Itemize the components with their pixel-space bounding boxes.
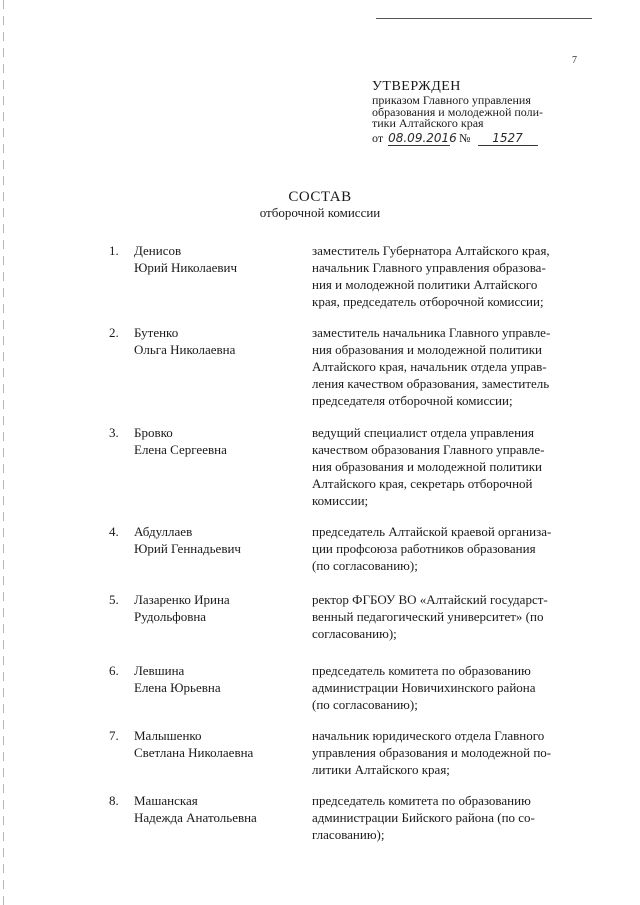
member-role-line: ректор ФГБОУ ВО «Алтайский государст-: [312, 592, 548, 607]
approval-line: приказом Главного управления: [372, 93, 531, 107]
member-name: [134, 792, 284, 826]
member-name-line: Бутенко: [134, 325, 179, 340]
member-role-line: гласованию);: [312, 827, 385, 842]
handwritten-order-number: 1527: [478, 131, 538, 146]
member-role-line: ния образования и молодежной политики: [312, 459, 543, 474]
approval-line: тики Алтайского края: [372, 116, 484, 130]
member-number: 4.: [109, 524, 119, 539]
member-role-line: (по согласованию);: [312, 558, 418, 573]
document-subtitle: отборочной комиссии: [259, 205, 381, 220]
page-number: 7: [572, 55, 577, 66]
member-role: [312, 792, 574, 843]
member-name: [134, 324, 284, 358]
member-number: 2.: [109, 325, 119, 340]
member-role: [312, 591, 574, 642]
date-prefix: от: [372, 130, 384, 145]
member-name-line: Ольга Николаевна: [134, 342, 236, 357]
member-role-line: управления образования и молодежной по-: [312, 745, 552, 760]
member-role-line: (по согласованию);: [312, 697, 418, 712]
approval-block: [372, 79, 572, 146]
member-role-line: председатель Алтайской краевой организа-: [312, 524, 552, 539]
member-name: [134, 242, 284, 276]
scan-edge-line: [3, 0, 4, 905]
member-role: [312, 324, 574, 409]
member-role-line: начальник юридического отдела Главного: [312, 728, 545, 743]
member-role-line: Алтайского края, секретарь отборочной: [312, 476, 533, 491]
member-role-line: венный педагогический университет» (по: [312, 609, 544, 624]
member-role: [312, 424, 574, 509]
member-role-line: председателя отборочной комиссии;: [312, 393, 513, 408]
member-name-line: Юрий Николаевич: [134, 260, 238, 275]
document-title: СОСТАВ: [288, 189, 352, 205]
member-role-line: ления качеством образования, заместитель: [312, 376, 550, 391]
member-role-line: ведущий специалист отдела управления: [312, 425, 534, 440]
member-role-line: согласованию);: [312, 626, 397, 641]
member-name: [134, 591, 284, 625]
number-prefix: №: [459, 130, 471, 145]
member-role: [312, 662, 574, 713]
member-role-line: края, председатель отборочной комиссии;: [312, 294, 544, 309]
member-role: [312, 523, 574, 574]
member-name-line: Денисов: [134, 243, 182, 258]
member-role-line: ния и молодежной политики Алтайского: [312, 277, 538, 292]
member-name-line: Малышенко: [134, 728, 202, 743]
member-number: 7.: [109, 728, 119, 743]
member-number: 8.: [109, 793, 119, 808]
member-name: [134, 424, 284, 458]
member-role-line: администрации Новичихинского района: [312, 680, 536, 695]
member-name: [134, 523, 284, 557]
member-number: 5.: [109, 592, 119, 607]
member-role-line: заместитель Губернатора Алтайского края,: [312, 243, 550, 258]
member-name-line: Надежда Анатольевна: [134, 810, 257, 825]
member-role-line: администрации Бийского района (по со-: [312, 810, 535, 825]
member-role-line: качеством образования Главного управле-: [312, 442, 545, 457]
top-rule-line: [376, 18, 592, 19]
member-role-line: литики Алтайского края;: [312, 762, 450, 777]
member-name-line: Светлана Николаевна: [134, 745, 254, 760]
member-number: 3.: [109, 425, 119, 440]
member-role-line: начальник Главного управления образова-: [312, 260, 546, 275]
handwritten-date: 08.09.2016: [388, 130, 457, 145]
member-role: [312, 727, 574, 778]
member-name: [134, 662, 284, 696]
member-name-line: Абдуллаев: [134, 524, 193, 539]
member-name-line: Елена Юрьевна: [134, 680, 221, 695]
member-name-line: Елена Сергеевна: [134, 442, 227, 457]
member-name-line: Левшина: [134, 663, 185, 678]
approval-line: образования и молодежной поли-: [372, 104, 544, 119]
order-date-number: [372, 131, 572, 146]
member-role-line: Алтайского края, начальник отдела управ-: [312, 359, 547, 374]
member-role-line: заместитель начальника Главного управле-: [312, 325, 551, 340]
member-name-line: Бровко: [134, 425, 173, 440]
member-name-line: Лазаренко Ирина: [134, 592, 230, 607]
member-name-line: Рудольфовна: [134, 609, 207, 624]
member-role-line: комиссии;: [312, 493, 369, 508]
member-role-line: председатель комитета по образованию: [312, 663, 531, 678]
member-role-line: ции профсоюза работников образования: [312, 541, 536, 556]
member-number: 1.: [109, 243, 119, 258]
member-role-line: ния образования и молодежной политики: [312, 342, 543, 357]
member-role-line: председатель комитета по образованию: [312, 793, 531, 808]
member-name-line: Машанская: [134, 793, 198, 808]
member-role: [312, 242, 574, 310]
approval-stamp: УТВЕРЖДЕН: [372, 79, 461, 94]
member-number: 6.: [109, 663, 119, 678]
member-name: [134, 727, 284, 761]
member-name-line: Юрий Геннадьевич: [134, 541, 241, 556]
